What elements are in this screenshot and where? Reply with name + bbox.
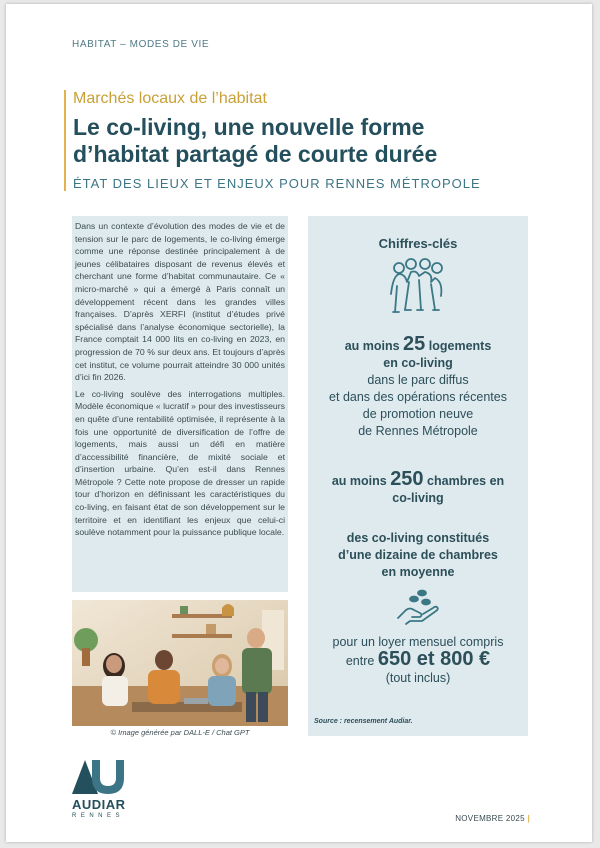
heading-block bbox=[64, 90, 543, 191]
stat3-line2: d’une dizaine de chambres bbox=[338, 548, 498, 562]
intro-paragraph-1: Dans un contexte d’évolution des modes de vie et de tension sur le parc de logements, le co-living émerge comme une réponse destinée principalement à de jeunes célibataires disposant de revenus élevés et cherchant une forme d’habitat communautaire. Ce « micro-marché » qui a émergé à Paris connaît un développement récent dans les grandes villes françaises. D’après XERFI (institut d’études privé spécialisé dans l’analyse économique sectorielle), la France comptait 14 000 lits en co-living en 2023, en progression de 70 % sur deux ans. Et toujours d’après cet institut, ce volume pourrait atteindre 30 000 unités d’ici fin 2026. bbox=[75, 221, 285, 383]
stat1-prefix: au moins bbox=[344, 339, 400, 353]
heading-subhead: ÉTAT DES LIEUX ET ENJEUX POUR RENNES MÉTROPOLE bbox=[73, 176, 481, 191]
intro-paragraph-2: Le co-living soulève des interrogations multiples. Modèle économique « lucratif » pour des investisseurs en quête d’une rentabilité optimisée, il représente à la fois une opportunité de diversification de l’offre de logements, mais aussi un défi en matière d’accessibilité financière, de mixité sociale et d’insertion urbaine. Qu’en est-il dans Rennes Métropole ? Cette note propose de dresser un rapide tour d’horizon en définissant les caractéristiques du co-living, en faisant état de son développement sur le territoire et en identifiant les enjeux que celui-ci soulève notamment pour la puissance publique locale. bbox=[75, 388, 285, 538]
people-icon bbox=[387, 258, 449, 323]
logo-sub: RENNES bbox=[72, 813, 125, 819]
stat1-number: 25 bbox=[403, 333, 426, 355]
stat2-number: 250 bbox=[390, 468, 424, 490]
heading-subtitle: Marchés locaux de l’habitat bbox=[73, 90, 267, 107]
stat-taille bbox=[308, 530, 528, 581]
source-note: Source : recensement Audiar. bbox=[314, 718, 413, 725]
stat4-prefix: entre bbox=[345, 654, 375, 668]
stat1-line3: dans le parc diffus bbox=[367, 373, 469, 387]
key-figures-title: Chiffres-clés bbox=[378, 236, 458, 251]
footer-date-text: NOVEMBRE 2025 bbox=[455, 814, 525, 823]
stat2-unit: chambres en bbox=[427, 474, 505, 488]
footer-separator: | bbox=[527, 814, 530, 823]
intro-panel bbox=[72, 216, 288, 592]
title-line-2: d’habitat partagé de courte durée bbox=[73, 141, 438, 167]
illustration-photo bbox=[72, 600, 288, 726]
title-line-1: Le co-living, une nouvelle forme bbox=[73, 114, 425, 140]
section-label: HABITAT – MODES DE VIE bbox=[72, 39, 210, 50]
page bbox=[6, 4, 592, 842]
stat1-line5: de promotion neuve bbox=[362, 407, 474, 421]
key-figures-panel bbox=[308, 216, 528, 736]
page-title bbox=[73, 114, 543, 168]
stat1-unit: logements bbox=[428, 339, 492, 353]
stat4-line3: (tout inclus) bbox=[385, 671, 451, 685]
stat2-line2: co-living bbox=[392, 491, 444, 505]
stat-loyer bbox=[308, 634, 528, 687]
audiar-logo-mark bbox=[72, 760, 124, 794]
money-hand-icon bbox=[396, 588, 440, 633]
stat3-line3: en moyenne bbox=[381, 565, 455, 579]
stat-chambres bbox=[308, 468, 528, 507]
stat1-line2: en co-living bbox=[383, 356, 453, 370]
stat2-prefix: au moins bbox=[331, 474, 387, 488]
stat-logements bbox=[308, 333, 528, 440]
logo-name: AUDIAR bbox=[72, 797, 126, 812]
audiar-logo bbox=[72, 760, 128, 819]
stat3-line1: des co-living constitués bbox=[346, 531, 490, 545]
footer-date bbox=[455, 814, 530, 823]
stat4-range: 650 et 800 € bbox=[377, 648, 491, 670]
stat1-line4: et dans des opérations récentes bbox=[329, 390, 507, 404]
stat1-line6: de Rennes Métropole bbox=[358, 424, 478, 438]
photo-caption: © Image générée par DALL-E / Chat GPT bbox=[110, 728, 250, 737]
stat4-line1: pour un loyer mensuel compris bbox=[332, 635, 504, 649]
